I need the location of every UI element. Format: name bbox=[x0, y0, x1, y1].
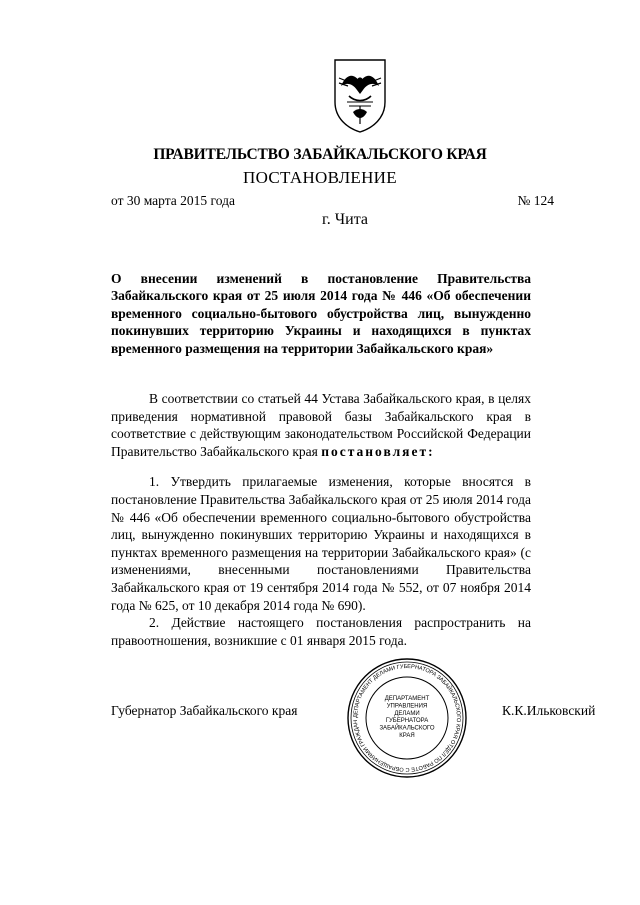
stamp-center-line: УПРАВЛЕНИЯ bbox=[386, 703, 428, 710]
document-city: г. Чита bbox=[321, 211, 368, 228]
preamble-paragraph bbox=[111, 390, 531, 460]
signature-name: К.К.Ильковский bbox=[502, 703, 596, 718]
coat-of-arms-icon bbox=[327, 56, 393, 134]
document-body bbox=[111, 390, 531, 662]
preamble-text: В соответствии со статьей 44 Устава Забайкальского края, в целях приведения нормативной правовой базы Забайкальского края в соответствие с действующим законодательством Российской Федерации Правительство Забайкальского края bbox=[111, 391, 531, 459]
government-name: ПРАВИТЕЛЬСТВО ЗАБАЙКАЛЬСКОГО КРАЯ bbox=[153, 146, 487, 163]
stamp-center-line: ЗАБАЙКАЛЬСКОГО bbox=[379, 725, 435, 732]
stamp-ring-text: ДЕПАРТАМЕНТ ДЕЛАМИ ГУБЕРНАТОРА ЗАБАЙКАЛЬСКОГО КРАЯ ОТДЕЛ ПО РАБОТЕ С ОБРАЩЕНИЯМИ ГРАЖДАН bbox=[352, 663, 462, 773]
stamp-center-line: ДЕЛАМИ bbox=[394, 710, 420, 717]
item-1-paragraph: 1. Утвердить прилагаемые изменения, которые вносятся в постановление Правительства Забайкальского края от 25 июля 2014 года № 446 «Об обеспечении временного социально-бытового обустройства лиц, вынужденно покинувших территорию Украины и находящихся в пунктах временного размещения на территории Забайкальского края» (с изменениями, внесенными постановлениями Правительства Забайкальского края от 19 сентября 2014 года № 552, от 07 ноября 2014 года № 625, от 10 декабря 2014 года № 690). bbox=[111, 474, 531, 613]
stamp-center-line: ДЕПАРТАМЕНТ bbox=[384, 696, 430, 702]
document-type: ПОСТАНОВЛЕНИЕ bbox=[243, 168, 397, 187]
document-date: от 30 марта 2015 года bbox=[111, 193, 235, 208]
resolves-text: постановляет: bbox=[321, 443, 435, 459]
item-2-paragraph: 2. Действие настоящего постановления распространить на правоотношения, возникшие с 01 января 2015 года. bbox=[111, 615, 531, 648]
document-title: О внесении изменений в постановление Правительства Забайкальского края от 25 июля 2014 года № 446 «Об обеспечении временного социально-бытового обустройства лиц, вынужденно покинувших территорию Украины и находящихся в пунктах временного размещения на территории Забайкальского края» bbox=[111, 271, 531, 356]
signature-position: Губернатор Забайкальского края bbox=[111, 703, 298, 718]
document-number: № 124 bbox=[517, 193, 554, 208]
stamp-center-line: ГУБЕРНАТОРА bbox=[385, 718, 429, 725]
stamp-center-line: КРАЯ bbox=[399, 733, 415, 739]
official-stamp bbox=[345, 656, 469, 780]
